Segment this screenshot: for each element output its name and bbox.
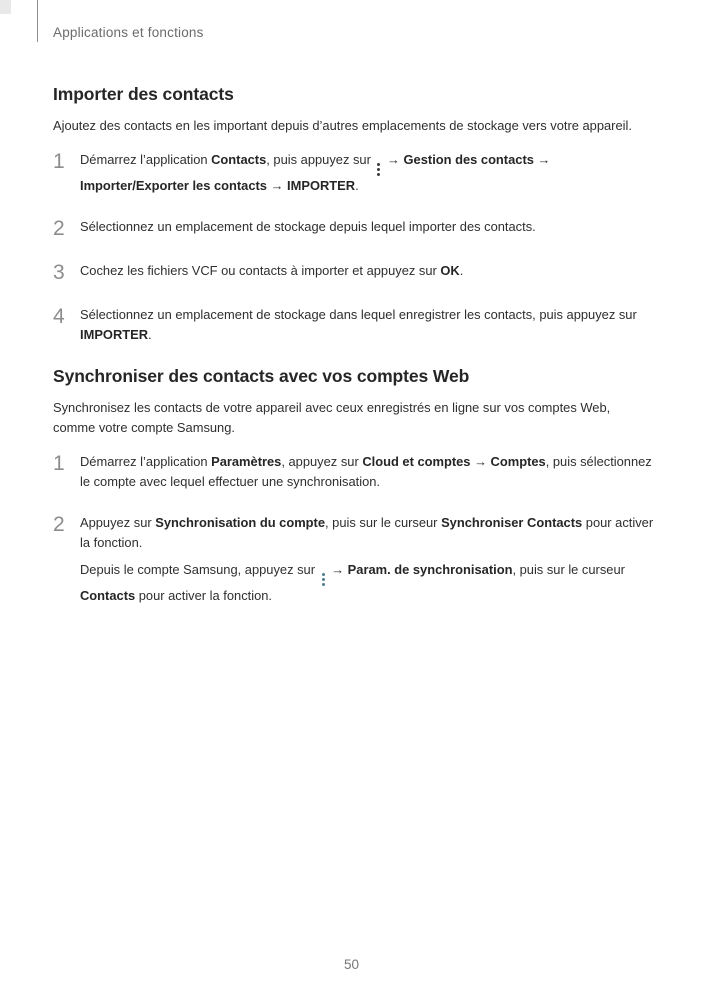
ui-label: Importer/Exporter les contacts bbox=[80, 178, 267, 193]
step-text: Depuis le compte Samsung, appuyez sur → Param. de synchronisation, puis sur le curseur Contacts pour activer la fonction. bbox=[80, 562, 625, 603]
kebab-dot bbox=[322, 578, 325, 581]
step-text: Sélectionnez un emplacement de stockage dans lequel enregistrer les contacts, puis appuyez sur IMPORTER. bbox=[80, 307, 637, 342]
step-body bbox=[80, 150, 655, 196]
ui-label: OK bbox=[440, 263, 460, 278]
step bbox=[53, 261, 655, 284]
more-options-dark-icon bbox=[376, 163, 381, 176]
step-number: 1 bbox=[53, 452, 65, 475]
page-corner-mark bbox=[0, 0, 11, 14]
section-intro: Ajoutez des contacts en les important depuis d’autres emplacements de stockage vers votre appareil. bbox=[53, 118, 632, 133]
kebab-dot bbox=[322, 583, 325, 586]
kebab-dot bbox=[377, 163, 380, 166]
ui-label: Contacts bbox=[211, 152, 267, 167]
step-text: Sélectionnez un emplacement de stockage depuis lequel importer des contacts. bbox=[80, 219, 536, 234]
step-text: Cochez les fichiers VCF ou contacts à importer et appuyez sur OK. bbox=[80, 263, 464, 278]
ui-label: IMPORTER bbox=[287, 178, 356, 193]
steps-list bbox=[53, 452, 655, 606]
step-text: Démarrez l’application Paramètres, appuyez sur Cloud et comptes → Comptes, puis sélectionnez le compte avec lequel effectuer une synchronisation. bbox=[80, 454, 652, 489]
step-text: Appuyez sur Synchronisation du compte, puis sur le curseur Synchroniser Contacts pour activer la fonction. bbox=[80, 515, 654, 550]
ui-label: Cloud et comptes bbox=[362, 454, 471, 469]
step-number: 4 bbox=[53, 305, 65, 328]
step bbox=[53, 513, 655, 606]
steps-list bbox=[53, 150, 655, 345]
ui-label: Comptes bbox=[490, 454, 546, 469]
step bbox=[53, 217, 655, 240]
step-number: 2 bbox=[53, 217, 65, 240]
ui-label: Contacts bbox=[80, 588, 136, 603]
ui-label: Paramètres bbox=[211, 454, 282, 469]
more-options-teal-icon bbox=[321, 573, 326, 586]
section-title: Synchroniser des contacts avec vos comptes Web bbox=[53, 366, 470, 386]
kebab-dot bbox=[377, 173, 380, 176]
ui-label: Synchroniser Contacts bbox=[441, 515, 583, 530]
step-body bbox=[80, 513, 655, 606]
page-content bbox=[53, 84, 655, 627]
section-2 bbox=[53, 366, 655, 606]
step-body bbox=[80, 305, 655, 345]
ui-label: Synchronisation du compte bbox=[155, 515, 325, 530]
step bbox=[53, 305, 655, 345]
ui-label: IMPORTER bbox=[80, 327, 149, 342]
ui-label: Param. de synchronisation bbox=[347, 562, 513, 577]
step-number: 2 bbox=[53, 513, 65, 536]
kebab-dot bbox=[377, 168, 380, 171]
step-body bbox=[80, 261, 655, 284]
ui-label: Gestion des contacts bbox=[403, 152, 534, 167]
step-number: 3 bbox=[53, 261, 65, 284]
step-body bbox=[80, 217, 655, 240]
step bbox=[53, 452, 655, 492]
section-intro: Synchronisez les contacts de votre appareil avec ceux enregistrés en ligne sur vos comptes Web, comme votre compte Samsung. bbox=[53, 400, 611, 435]
step bbox=[53, 150, 655, 196]
kebab-dot bbox=[322, 573, 325, 576]
step-text: Démarrez l’application Contacts, puis appuyez sur → Gestion des contacts → Importer/Exporter les contacts → IMPORTER. bbox=[80, 152, 551, 193]
section-1 bbox=[53, 84, 655, 345]
header-rule bbox=[37, 0, 38, 42]
page-number: 50 bbox=[343, 957, 360, 972]
step-number: 1 bbox=[53, 150, 65, 173]
section-title: Importer des contacts bbox=[53, 84, 234, 104]
running-header: Applications et fonctions bbox=[53, 25, 204, 40]
step-body bbox=[80, 452, 655, 492]
